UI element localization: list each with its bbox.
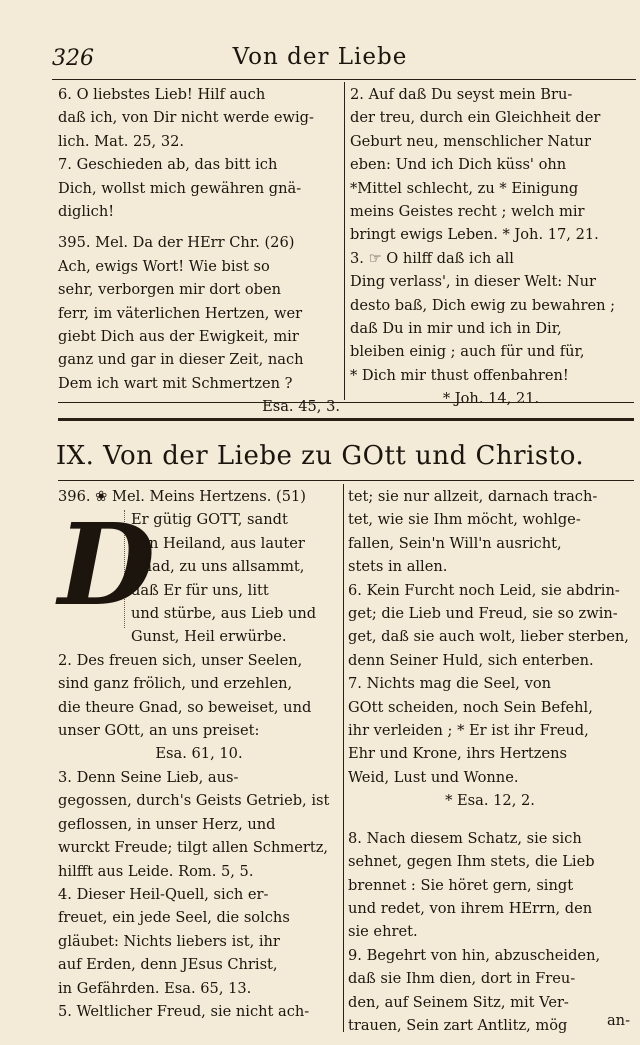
text-line: und stürbe, aus Lieb und	[131, 605, 317, 623]
text-line: get; die Lieb und Freud, sie so zwin-	[348, 605, 618, 623]
text-line: diglich!	[58, 203, 115, 221]
page-number: 326	[52, 46, 94, 71]
text-line: den, auf Seinem Sitz, mit Ver-	[348, 993, 569, 1011]
text-line: giebt Dich aus der Ewigkeit, mir	[58, 328, 299, 346]
text-line: 2. Des freuen sich, unser Seelen,	[58, 651, 303, 669]
text-line: brennet : Sie höret gern, singt	[348, 876, 574, 894]
text-line: 5. Weltlicher Freud, sie nicht ach-	[58, 1002, 310, 1020]
text-line: stets in allen.	[348, 558, 448, 576]
text-line: hilfft aus Leide. Rom. 5, 5.	[58, 862, 254, 880]
upper-right-column	[350, 83, 632, 411]
text-line: 4. Dieser Heil-Quell, sich er-	[58, 885, 269, 903]
text-line: Dich, wollst mich gewähren gnä-	[58, 179, 302, 197]
text-line: freuet, ein jede Seel, die solchs	[58, 909, 290, 927]
upper-column-divider	[344, 82, 345, 400]
text-line: GOtt scheiden, noch Sein Befehl,	[348, 698, 593, 716]
section-rule-bottom	[58, 480, 634, 481]
section-rule-thick	[58, 418, 634, 421]
text-line: die theure Gnad, so beweiset, und	[58, 698, 312, 716]
text-line: denn Seiner Huld, sich enterben.	[348, 651, 594, 669]
text-line: in Gefährden. Esa. 65, 13.	[58, 979, 252, 997]
scripture-reference: Esa. 45, 3.	[262, 398, 340, 416]
text-line: den Heiland, aus lauter	[131, 534, 305, 552]
text-line: 7. Geschieden ab, das bitt ich	[58, 156, 278, 174]
text-line: gegossen, durch's Geists Getrieb, ist	[58, 792, 330, 810]
text-line: auf Erden, denn JEsus Christ,	[58, 956, 278, 974]
text-line: geflossen, in unser Herz, und	[58, 815, 276, 833]
text-line: 9. Begehrt von hin, abzuscheiden,	[348, 946, 601, 964]
text-line: tet; sie nur allzeit, darnach trach-	[348, 488, 598, 505]
text-line: 8. Nach diesem Schatz, sie sich	[348, 829, 582, 847]
section-title: IX. Von der Liebe zu GOtt und Christo.	[55, 441, 585, 471]
hymn-heading: 395. Mel. Da der HErr Chr. (26)	[58, 234, 295, 252]
hymn-heading: 396. ❀ Mel. Meins Hertzens. (51)	[58, 488, 306, 505]
text-line: bringt ewigs Leben. * Joh. 17, 21.	[350, 226, 599, 244]
text-line: daß sie Ihm dien, dort in Freu-	[348, 970, 576, 988]
text-line: Geburt neu, menschlicher Natur	[350, 132, 592, 150]
text-line: get, daß sie auch wolt, lieber sterben,	[348, 628, 629, 646]
lower-left-column	[58, 485, 340, 1023]
text-line: lich. Mat. 25, 32.	[58, 132, 185, 150]
text-line: und redet, von ihrem HErrn, den	[348, 899, 593, 917]
text-line: daß ich, von Dir nicht werde ewig-	[58, 109, 314, 127]
text-line: ganz und gar in dieser Zeit, nach	[58, 351, 304, 369]
text-line: Dem ich wart mit Schmertzen ?	[58, 374, 293, 392]
scripture-reference: Esa. 61, 10.	[155, 745, 243, 763]
text-line: 6. O liebstes Lieb! Hilf auch	[58, 86, 266, 103]
text-line: wurckt Freude; tilgt allen Schmertz,	[58, 839, 329, 857]
text-line: Gnad, zu uns allsammt,	[131, 558, 305, 576]
upper-left-column	[58, 83, 340, 419]
text-line: desto baß, Dich ewig zu bewahren ;	[350, 296, 616, 314]
text-line: sie ehret.	[348, 923, 418, 941]
text-line: 2. Auf daß Du seyst mein Bru-	[350, 86, 573, 103]
text-line: Ehr und Krone, ihrs Hertzens	[348, 745, 568, 763]
section-rule-top	[58, 402, 634, 403]
text-line: Ding verlass', in dieser Welt: Nur	[350, 273, 597, 291]
text-line: sehnet, gegen Ihm stets, die Lieb	[348, 853, 595, 871]
text-line: bleiben einig ; auch für und für,	[350, 343, 585, 361]
text-line: ferr, im väterlichen Hertzen, wer	[58, 304, 303, 322]
text-line: ihr verleiden ; * Er ist ihr Freud,	[348, 722, 589, 740]
text-line: 6. Kein Furcht noch Leid, sie abdrin-	[348, 581, 620, 599]
text-line: gläubet: Nichts liebers ist, ihr	[58, 932, 280, 950]
text-line: Weid, Lust und Wonne.	[348, 768, 519, 786]
text-line: 3. ☞ O hilff daß ich all	[350, 249, 514, 267]
lower-right-column	[348, 485, 632, 1037]
text-line: 7. Nichts mag die Seel, von	[348, 675, 552, 693]
text-line: sehr, verborgen mir dort oben	[58, 281, 282, 299]
text-line: daß Du in mir und ich in Dir,	[350, 320, 562, 338]
text-line: tet, wie sie Ihm möcht, wohlge-	[348, 511, 581, 529]
text-line: * Dich mir thust offenbahren!	[350, 366, 569, 384]
text-line: eben: Und ich Dich küss' ohn	[350, 156, 567, 174]
text-line: Ach, ewigs Wort! Wie bist so	[58, 257, 270, 275]
running-head: Von der Liebe	[232, 44, 408, 70]
text-line: *Mittel schlecht, zu * Einigung	[350, 179, 579, 197]
text-line: unser GOtt, an uns preiset:	[58, 722, 260, 740]
text-line: meins Geistes recht ; welch mir	[350, 203, 585, 221]
text-line: sind ganz frölich, und erzehlen,	[58, 675, 293, 693]
text-line: der treu, durch ein Gleichheit der	[350, 109, 601, 127]
text-line	[348, 813, 632, 827]
text-line: 3. Denn Seine Lieb, aus-	[58, 768, 239, 786]
lower-column-divider	[343, 484, 344, 1032]
catchword: an-	[606, 1012, 630, 1029]
text-line: Gunst, Heil erwürbe.	[131, 628, 287, 646]
header-rule	[52, 79, 636, 80]
scripture-reference: * Joh. 14, 21.	[442, 390, 540, 408]
scripture-reference: * Esa. 12, 2.	[445, 792, 535, 810]
text-line: daß Er für uns, litt	[131, 581, 269, 599]
drop-cap: D	[58, 500, 156, 632]
text-line: fallen, Sein'n Will'n ausricht,	[348, 534, 562, 552]
text-line: trauen, Sein zart Antlitz, mög	[348, 1016, 568, 1034]
text-line: Er gütig GOTT, sandt	[131, 511, 288, 529]
